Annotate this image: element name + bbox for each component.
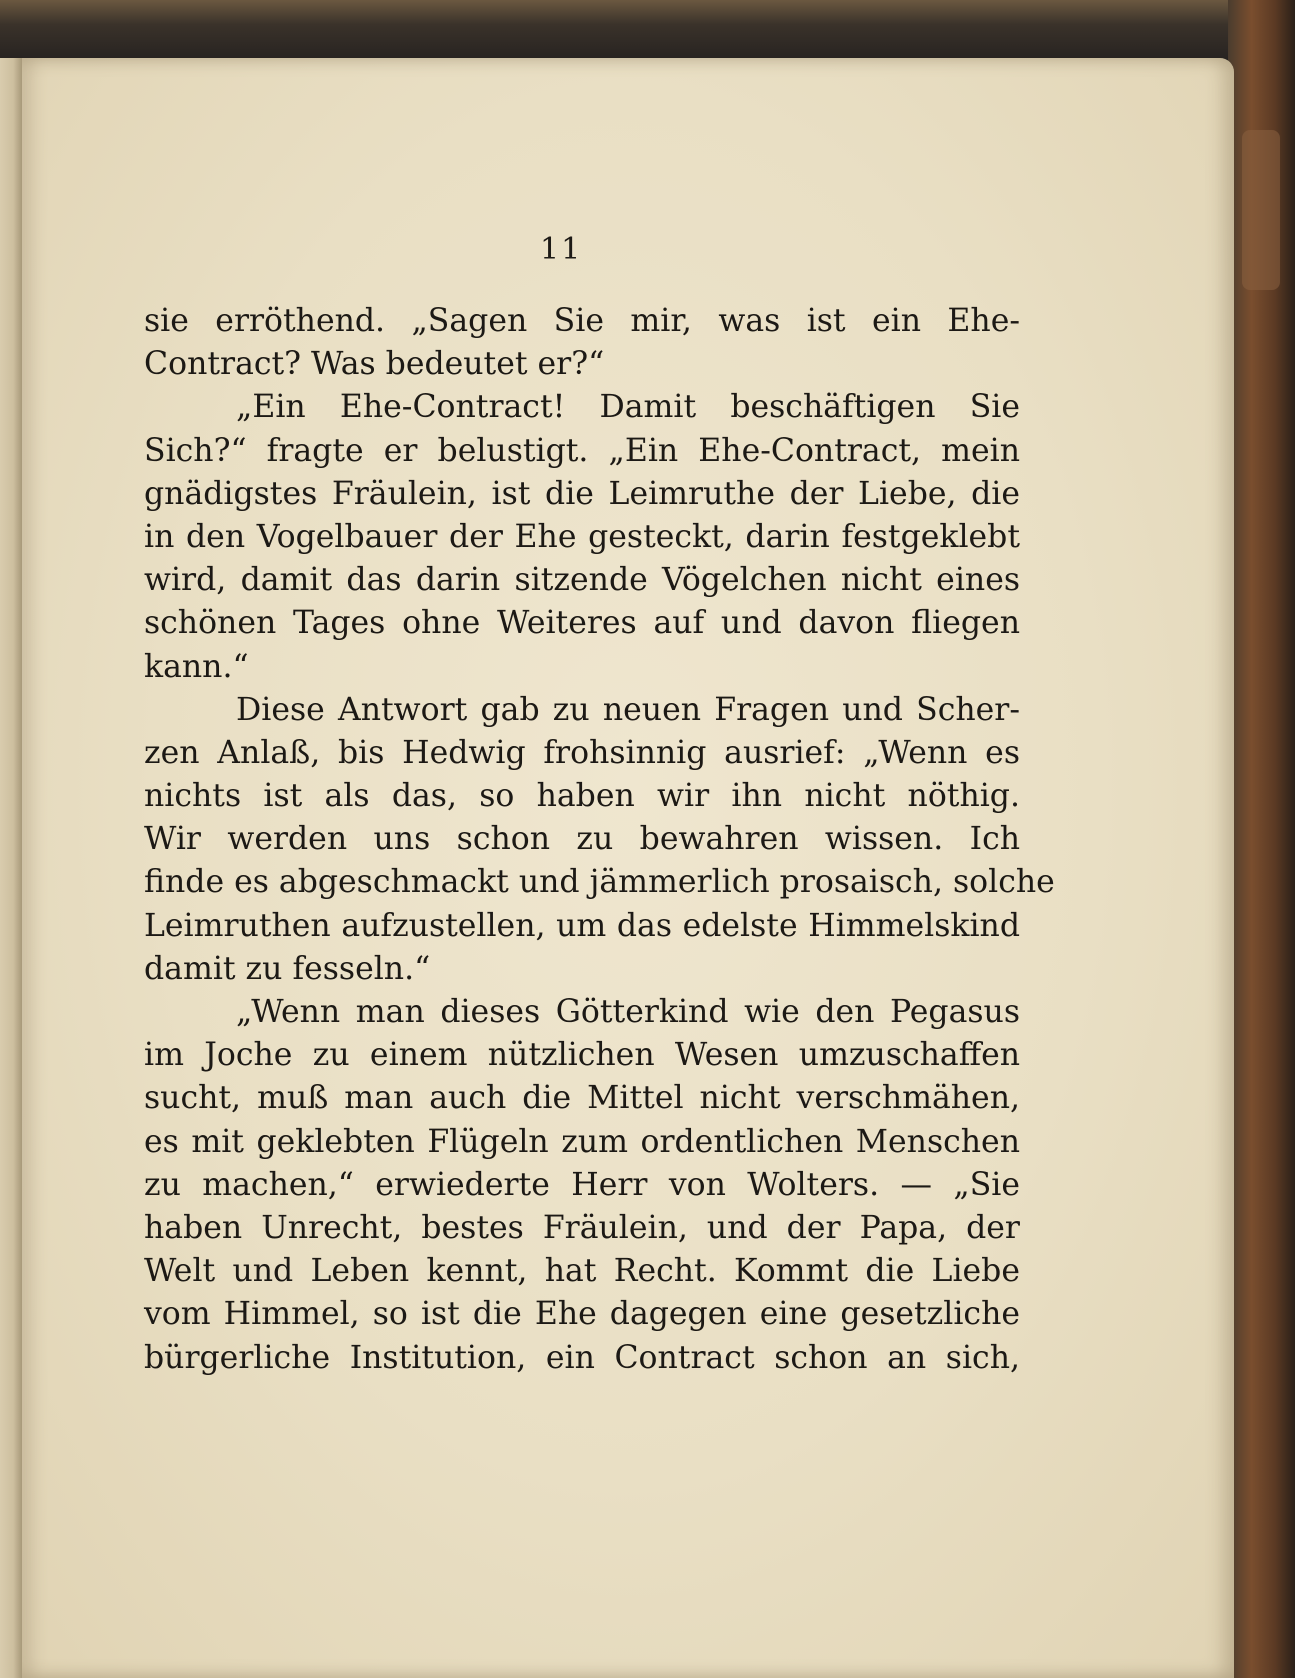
text-line: bürgerliche Institution, ein Contract schon an sich, bbox=[144, 1339, 1020, 1376]
text-line: damit zu fesseln.“ bbox=[144, 950, 431, 987]
text-line: Sich?“ fragte er belustigt. „Ein Ehe-Contract, mein bbox=[144, 432, 1020, 469]
text-line: finde es abgeschmackt und jämmerlich prosaisch, solche bbox=[144, 864, 1055, 901]
left-page-edge bbox=[0, 58, 22, 1678]
text-line: „Wenn man dieses Götterkind wie den Pegasus bbox=[236, 994, 1020, 1030]
text-line: vom Himmel, so ist die Ehe dagegen eine gesetzliche bbox=[144, 1296, 1020, 1333]
text-line: es mit geklebten Flügeln zum ordentlichen Menschen bbox=[144, 1123, 1020, 1160]
text-line: im Joche zu einem nützlichen Wesen umzuschaffen bbox=[144, 1037, 1020, 1074]
page-number: 11 bbox=[540, 232, 583, 267]
cover-wear-mark bbox=[1242, 130, 1280, 290]
text-line: zu machen,“ erwiederte Herr von Wolters. — „Sie bbox=[144, 1166, 1020, 1203]
text-line: in den Vogelbauer der Ehe gesteckt, darin festgeklebt bbox=[144, 518, 1020, 555]
text-line: „Ein Ehe-Contract! Damit beschäftigen Sie bbox=[236, 389, 1020, 426]
text-line: schönen Tages ohne Weiteres auf und davon fliegen bbox=[144, 605, 1020, 642]
text-line: wird, damit das darin sitzende Vögelchen nicht eines bbox=[144, 562, 1020, 599]
text-line: Welt und Leben kennt, hat Recht. Kommt die Liebe bbox=[144, 1253, 1020, 1290]
top-page-shadow bbox=[0, 0, 1295, 62]
text-line: Leimruthen aufzustellen, um das edelste Himmelskind bbox=[144, 907, 1020, 944]
body-text bbox=[144, 300, 1055, 1380]
text-line: Diese Antwort gab zu neuen Fragen und Scher- bbox=[236, 691, 1020, 728]
text-line: kann.“ bbox=[144, 648, 249, 685]
text-line: sie erröthend. „Sagen Sie mir, was ist ein Ehe- bbox=[144, 303, 1020, 339]
text-line: Wir werden uns schon zu bewahren wissen. Ich bbox=[144, 821, 1020, 858]
text-line: haben Unrecht, bestes Fräulein, und der Papa, der bbox=[144, 1209, 1020, 1246]
text-line: sucht, muß man auch die Mittel nicht verschmähen, bbox=[144, 1080, 1020, 1117]
text-line: Contract? Was bedeutet er?“ bbox=[144, 346, 605, 383]
text-line: nichts ist als das, so haben wir ihn nicht nöthig. bbox=[144, 778, 1020, 815]
text-line: zen Anlaß, bis Hedwig frohsinnig ausrief: „Wenn es bbox=[144, 734, 1020, 771]
text-line: gnädigstes Fräulein, ist die Leimruthe der Liebe, die bbox=[144, 475, 1020, 512]
